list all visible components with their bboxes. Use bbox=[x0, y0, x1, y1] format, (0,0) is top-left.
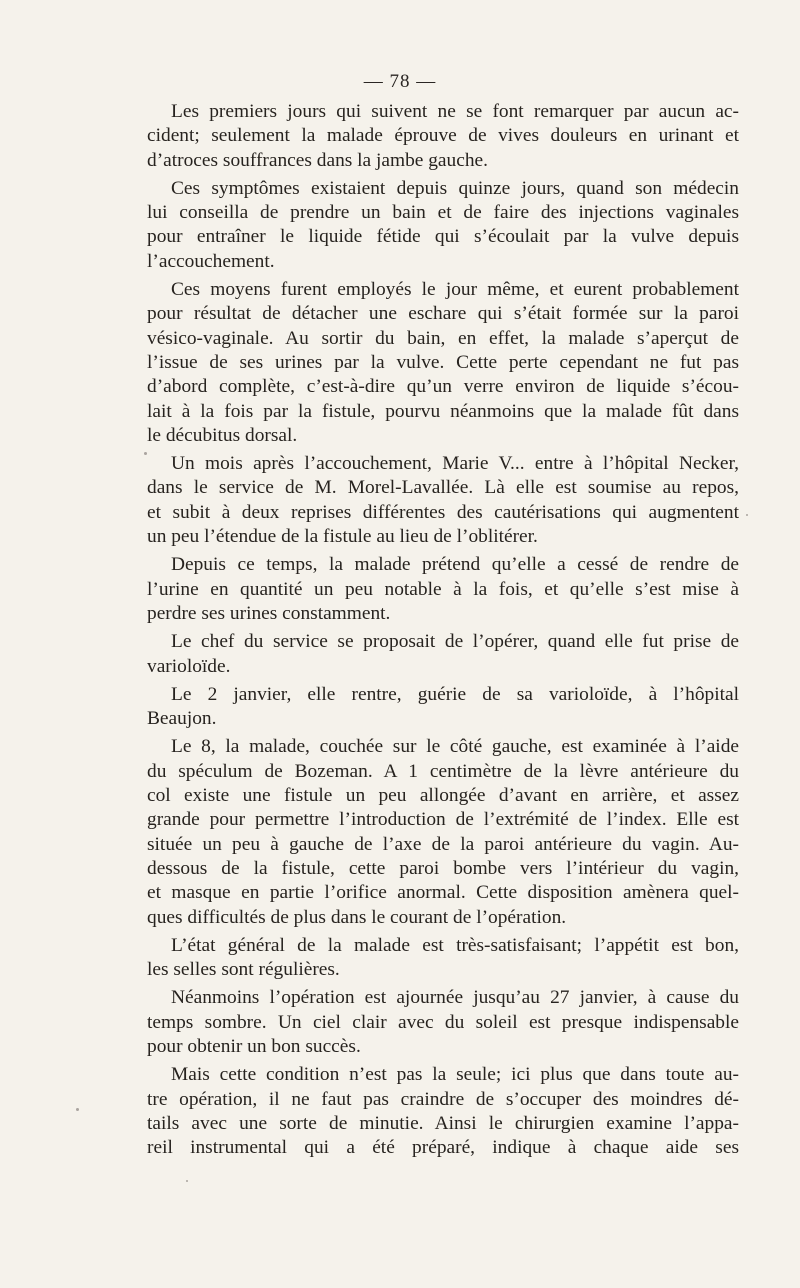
text-line: Le 2 janvier, elle rentre, guérie de sa varioloïde, à l’hôpital bbox=[171, 683, 739, 705]
text-line: le décubitus dorsal. bbox=[147, 424, 298, 446]
text-line: ques difficultés de plus dans le courant de l’opération. bbox=[147, 906, 567, 928]
text-line: Beaujon. bbox=[147, 708, 217, 730]
text-line: vésico-vaginale. Au sortir du bain, en effet, la malade s’aperçut de bbox=[147, 327, 739, 349]
text-line: Ces symptômes existaient depuis quinze jours, quand son médecin bbox=[171, 177, 739, 199]
text-line: L’état général de la malade est très-satisfaisant; l’appétit est bon, bbox=[171, 934, 739, 956]
paragraph bbox=[147, 630, 739, 679]
paragraph bbox=[147, 735, 739, 929]
text-line: Néanmoins l’opération est ajournée jusqu’au 27 janvier, à cause du bbox=[171, 987, 739, 1009]
text-line: l’accouchement. bbox=[147, 250, 275, 272]
text-line: d’atroces souffrances dans la jambe gauche. bbox=[147, 149, 488, 171]
text-line: Depuis ce temps, la malade prétend qu’elle a cessé de rendre de bbox=[171, 554, 739, 576]
paragraph bbox=[147, 278, 739, 448]
print-speck bbox=[746, 514, 748, 516]
print-speck bbox=[76, 1108, 79, 1111]
text-line: Le chef du service se proposait de l’opérer, quand elle fut prise de bbox=[171, 631, 739, 653]
text-line: tre opération, il ne faut pas craindre de s’occuper des moindres dé- bbox=[147, 1088, 739, 1110]
page-number: — 78 — bbox=[363, 71, 437, 92]
text-line: l’urine en quantité un peu notable à la fois, et qu’elle s’est mise à bbox=[147, 578, 739, 600]
text-line: et subit à deux reprises différentes des cautérisations qui augmentent bbox=[147, 501, 739, 523]
text-line: dans le service de M. Morel-Lavallée. Là elle est soumise au repos, bbox=[147, 477, 739, 499]
text-line: col existe une fistule un peu allongée d’avant en arrière, et assez bbox=[147, 785, 739, 807]
text-line: cident; seulement la malade éprouve de vives douleurs en urinant et bbox=[147, 125, 739, 147]
text-line: un peu l’étendue de la fistule au lieu de l’oblitérer. bbox=[147, 526, 538, 548]
text-line: Un mois après l’accouchement, Marie V... entre à l’hôpital Necker, bbox=[171, 453, 739, 475]
paragraph bbox=[147, 100, 739, 173]
text-line: les selles sont régulières. bbox=[147, 959, 340, 981]
text-line: d’abord complète, c’est-à-dire qu’un verre environ de liquide s’écou- bbox=[147, 376, 739, 398]
paragraph bbox=[147, 986, 739, 1059]
text-line: pour obtenir un bon succès. bbox=[147, 1035, 361, 1057]
text-line: perdre ses urines constamment. bbox=[147, 602, 391, 624]
paragraph bbox=[147, 177, 739, 274]
paragraph bbox=[147, 934, 739, 983]
text-line: située un peu à gauche de l’axe de la paroi antérieure du vagin. Au- bbox=[147, 833, 739, 855]
text-line: Mais cette condition n’est pas la seule; ici plus que dans toute au- bbox=[171, 1064, 739, 1086]
text-line: dessous de la fistule, cette paroi bombe vers l’intérieur du vagin, bbox=[147, 857, 739, 879]
text-line: Le 8, la malade, couchée sur le côté gauche, est examinée à l’aide bbox=[171, 736, 739, 758]
text-line: varioloïde. bbox=[147, 655, 231, 677]
print-speck bbox=[144, 452, 147, 455]
text-line: lui conseilla de prendre un bain et de faire des injections vaginales bbox=[147, 202, 739, 224]
text-line: et masque en partie l’orifice anormal. Cette disposition amènera quel- bbox=[147, 882, 739, 904]
body-text bbox=[147, 100, 739, 1164]
text-line: temps sombre. Un ciel clair avec du soleil est presque indispensable bbox=[147, 1011, 739, 1033]
paragraph bbox=[147, 1063, 739, 1160]
print-speck bbox=[186, 1180, 188, 1182]
paragraph bbox=[147, 452, 739, 549]
paragraph bbox=[147, 553, 739, 626]
text-line: pour résultat de détacher une eschare qui s’était formée sur la paroi bbox=[147, 303, 739, 325]
text-line: lait à la fois par la fistule, pourvu néanmoins que la malade fût dans bbox=[147, 400, 739, 422]
paragraph bbox=[147, 683, 739, 732]
text-line: l’issue de ses urines par la vulve. Cette perte cependant ne fut pas bbox=[147, 351, 739, 373]
text-line: reil instrumental qui a été préparé, indique à chaque aide ses bbox=[147, 1137, 739, 1159]
text-line: Les premiers jours qui suivent ne se font remarquer par aucun ac- bbox=[171, 101, 739, 122]
text-line: Ces moyens furent employés le jour même, et eurent probablement bbox=[171, 279, 739, 301]
text-line: grande pour permettre l’introduction de l’extrémité de l’index. Elle est bbox=[147, 809, 739, 831]
text-line: tails avec une sorte de minutie. Ainsi le chirurgien examine l’appa- bbox=[147, 1112, 739, 1134]
text-line: pour entraîner le liquide fétide qui s’écoulait par la vulve depuis bbox=[147, 226, 739, 248]
text-line: du spéculum de Bozeman. A 1 centimètre de la lèvre antérieure du bbox=[147, 760, 739, 782]
